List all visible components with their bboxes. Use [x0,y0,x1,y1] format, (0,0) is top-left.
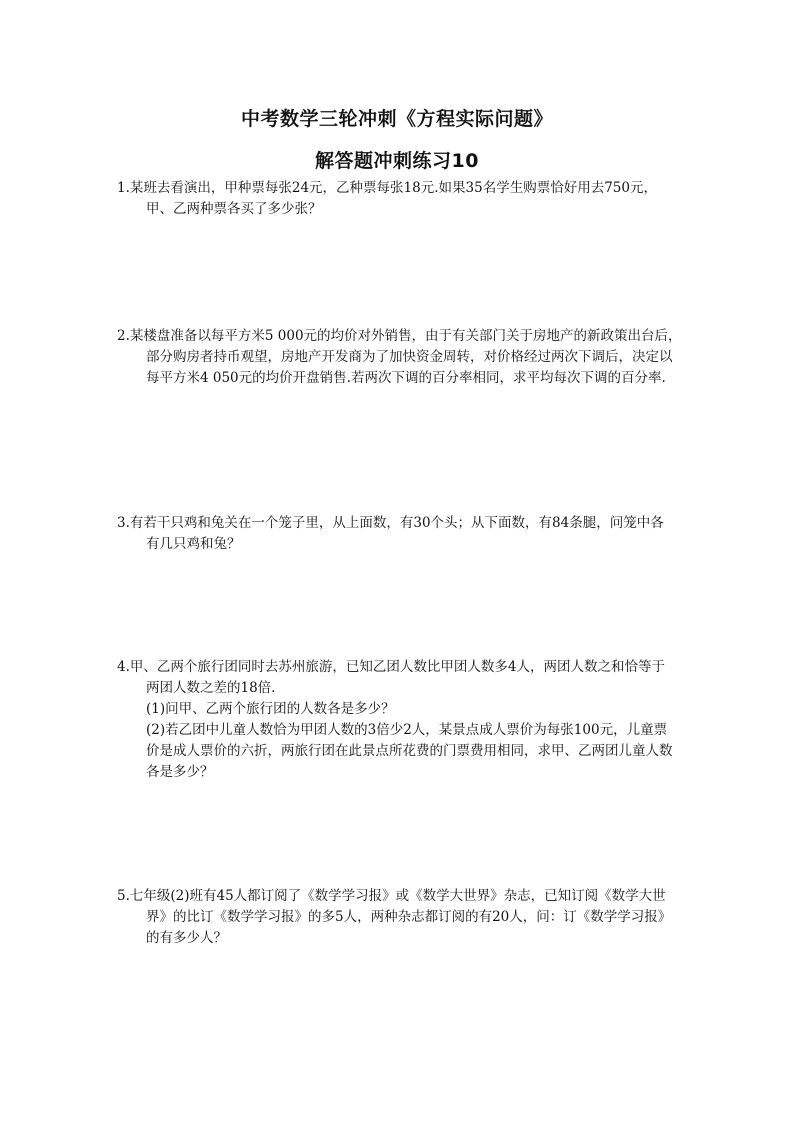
document-title: 中考数学三轮冲刺《方程实际问题》 [240,108,553,130]
problem-1 [117,178,707,220]
problem-5 [117,886,707,949]
problem-2-line-2: 部分购房者持币观望，房地产开发商为了加快资金周转，对价格经过两次下调后，决定以 [146,349,673,365]
problem-4-subquestion-2-line-1: (2)若乙团中儿童人数恰为甲团人数的3倍少2人，某景点成人票价为每张100元，儿童票 [146,722,668,738]
problem-4-subquestion-2-line-2: 价是成人票价的六折，两旅行团在此景点所花费的门票费用相同，求甲、乙两团儿童人数 [146,743,673,759]
problem-1-line-1: 1.某班去看演出，甲种票每张24元，乙种票每张18元.如果35名学生购票恰好用去750元， [117,180,657,196]
problem-3-line-2: 有几只鸡和兔？ [146,536,241,552]
problem-3 [117,513,707,555]
problem-4-line-1: 4.甲、乙两个旅行团同时去苏州旅游，已知乙团人数比甲团人数多4人，两团人数之和恰等于 [117,659,665,675]
problem-4-line-2: 两团人数之差的18倍. [146,680,276,696]
problem-4-subquestion-2-line-3: 各是多少？ [146,764,214,780]
problem-4-subquestion-1: (1)问甲、乙两个旅行团的人数各是多少？ [146,701,395,717]
problem-2-line-3: 每平方米4 050元的均价开盘销售.若两次下调的百分率相同，求平均每次下调的百分率. [146,370,666,386]
problem-5-line-3: 的有多少人？ [146,930,227,946]
problem-2 [117,326,707,389]
problem-5-line-2: 界》的比订《数学学习报》的多5人，两种杂志都订阅的有20人，问：订《数学学习报》 [146,909,672,925]
problem-1-line-2: 甲、乙两种票各买了多少张？ [146,201,322,217]
document-subtitle: 解答题冲刺练习10 [315,150,479,172]
problem-2-line-1: 2.某楼盘准备以每平方米5 000元的均价对外销售，由于有关部门关于房地产的新政策出台后， [117,328,682,344]
problem-4 [117,657,707,783]
problem-5-line-1: 5.七年级(2)班有45人都订阅了《数学学习报》或《数学大世界》杂志，已知订阅《数学大世 [117,888,666,904]
problem-3-line-1: 3.有若干只鸡和兔关在一个笼子里，从上面数，有30个头；从下面数，有84条腿，问笼中各 [117,515,664,531]
